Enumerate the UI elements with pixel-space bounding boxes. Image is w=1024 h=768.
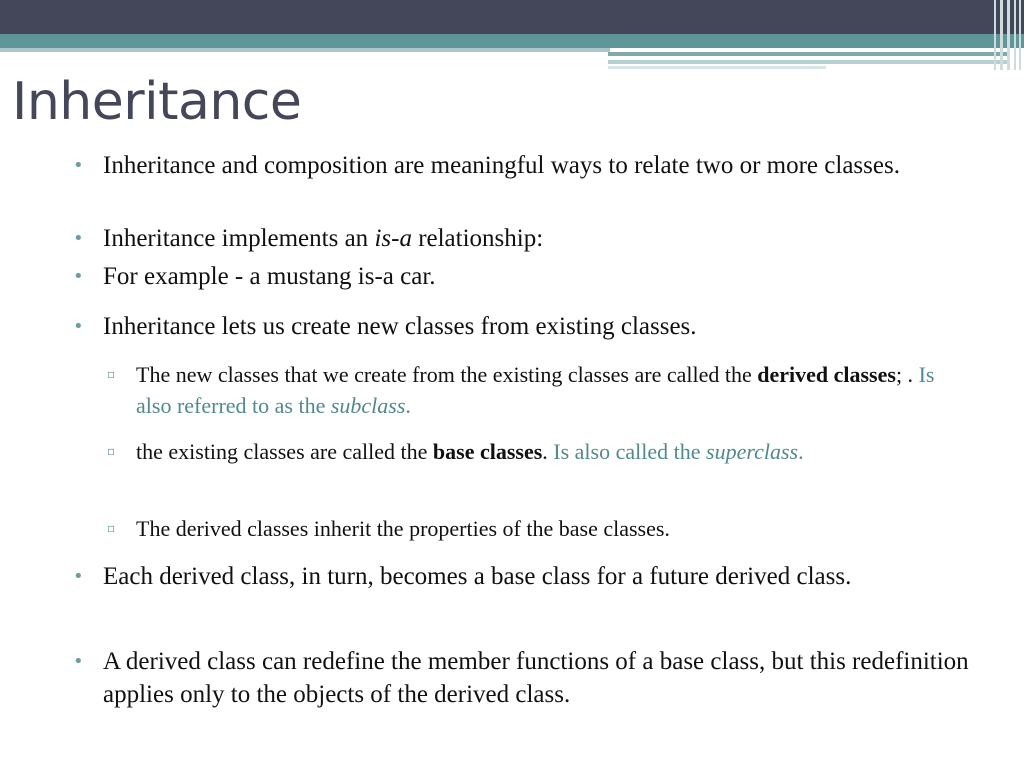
- slide-title: Inheritance: [12, 72, 302, 132]
- sub-bullet-text: .: [542, 439, 548, 464]
- bullet-text: Inheritance lets us create new classes from existing classes.: [103, 313, 697, 340]
- sub-bullet-note: Is also referred to as the: [136, 362, 935, 418]
- sub-bullet-bold: derived classes: [757, 362, 896, 387]
- decor-stripe: [1007, 0, 1010, 70]
- sub-bullet-note: Is also called the: [547, 439, 707, 464]
- sub-bullet-item: [136, 359, 966, 421]
- header-band-teal: [0, 34, 1024, 48]
- header-band-dark: [0, 0, 1024, 34]
- sub-bullet-text: The new classes that we create from the existing classes are called the: [136, 362, 758, 387]
- bullet-text: Inheritance and composition are meaningful ways to relate two or more classes.: [103, 152, 900, 179]
- bullet-item: [103, 260, 983, 293]
- bullet-text: relationship:: [411, 225, 544, 252]
- decor-stripe: [1014, 0, 1016, 70]
- bullet-item: [103, 560, 983, 593]
- sub-bullet-text: ; .: [895, 362, 919, 387]
- sub-bullet-text: the existing classes are called the: [136, 439, 433, 464]
- bullet-text: Inheritance implements an: [103, 225, 375, 252]
- decor-stripe: [1000, 0, 1003, 70]
- bullet-italic: is-a: [374, 225, 412, 252]
- bullet-text: A derived class can redefine the member functions of a base class, but this redefinition applies only to the objects of the derived class.: [103, 648, 969, 708]
- sub-bullet-note: .: [798, 439, 804, 464]
- bullet-item: [103, 222, 983, 255]
- bullet-item: [103, 645, 983, 711]
- bullet-text: For example - a mustang is-a car.: [103, 263, 436, 290]
- decor-line: [608, 52, 1008, 56]
- decor-line: [608, 60, 1008, 64]
- bullet-item: [103, 310, 983, 343]
- sub-bullet-note-italic: superclass: [706, 439, 799, 464]
- header-band-light: [0, 48, 610, 52]
- sub-bullet-item: [136, 436, 966, 467]
- decor-stripe: [1019, 0, 1021, 70]
- sub-bullet-bold: base classes: [432, 439, 543, 464]
- sub-bullet-note: .: [405, 393, 411, 418]
- bullet-text: Each derived class, in turn, becomes a base class for a future derived class.: [103, 563, 852, 590]
- bullet-item: [103, 149, 983, 182]
- sub-bullet-note-italic: subclass: [330, 393, 406, 418]
- decor-stripe: [994, 0, 996, 70]
- decor-line: [608, 66, 826, 69]
- sub-bullet-item: [136, 513, 966, 544]
- sub-bullet-text: The derived classes inherit the properties of the base classes.: [136, 516, 670, 541]
